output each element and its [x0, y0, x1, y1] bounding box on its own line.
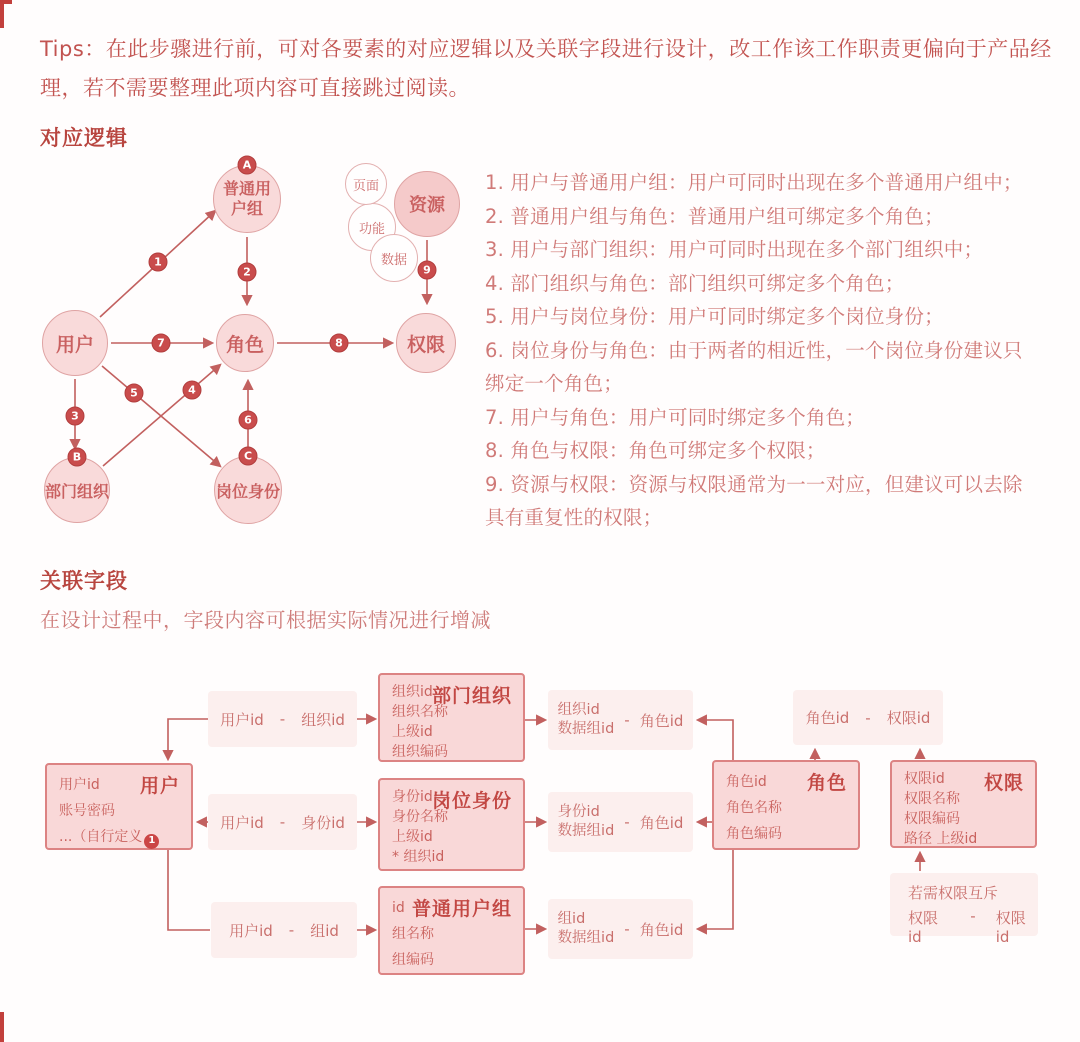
page-border-corner-bottom [0, 1012, 10, 1042]
node-position-label: 岗位身份 [215, 481, 280, 501]
entity-group [378, 886, 525, 975]
link-right: 角色id [639, 711, 684, 730]
note-dash: - [970, 907, 976, 925]
field: 用户id [59, 777, 100, 793]
badge-C: C [239, 447, 258, 466]
link-left: 用户id [220, 813, 264, 832]
node-department-label: 部门组织 [45, 481, 110, 501]
link-left: 用户id [220, 710, 264, 729]
link-left-pair [558, 701, 615, 739]
rule-4: 4. 部门组织与角色：部门组织可绑定多个角色； [485, 271, 905, 295]
badge-1: 1 [149, 253, 168, 272]
badge-B: B [68, 448, 87, 467]
node-role [216, 314, 274, 372]
permission-exclusion-note [890, 873, 1038, 946]
field: 组织名称 [392, 704, 448, 720]
field: 账号密码 [59, 803, 115, 819]
node-resource-label: 资源 [409, 195, 445, 216]
field: 角色名称 [726, 800, 782, 816]
field: 身份id [392, 789, 433, 805]
field: 身份名称 [392, 809, 448, 825]
fields-section-title: 关联字段 [40, 569, 128, 593]
rule-8: 8. 角色与权限：角色可绑定多个权限； [485, 439, 826, 462]
node-data-label: 数据 [380, 252, 407, 268]
link-right: 组织id [301, 710, 345, 729]
link-left: 角色id [805, 709, 850, 727]
link-group-role [548, 899, 693, 959]
badge-2: 2 [238, 263, 257, 282]
link-user-org [208, 691, 357, 747]
rule-7: 7. 用户与角色：用户可同时绑定多个角色； [485, 405, 866, 429]
node-permission [396, 313, 456, 373]
rule-9: 9. 资源与权限：资源与权限通常为一一对应，但建议可以去除具有重复性的权限； [485, 472, 1023, 529]
rule-3: 3. 用户与部门组织：用户可同时出现在多个部门组织中； [485, 238, 984, 261]
node-user-label: 用户 [55, 333, 94, 356]
link-right: 权限id [886, 709, 931, 727]
link-right: 角色id [639, 920, 684, 939]
entity-position-title: 岗位身份 [431, 790, 512, 812]
link-left-2: 数据组id [557, 721, 615, 737]
field: 组名称 [392, 926, 434, 942]
entity-group-title: 普通用户组 [411, 898, 512, 920]
badge-6: 6 [239, 411, 258, 430]
logic-rules-list [485, 166, 1031, 535]
badge-A: A [238, 156, 257, 175]
rule-6: 6. 岗位身份与角色：由于两者的相近性，一个岗位身份建议只绑定一个角色； [485, 338, 1023, 395]
link-dash: - [624, 813, 630, 831]
entity-position [378, 778, 525, 871]
field: 组织id [392, 684, 433, 700]
entity-user [45, 763, 193, 850]
link-left-1: 身份id [557, 804, 600, 820]
field: * 组织id [392, 849, 445, 865]
note-line2 [908, 907, 1038, 946]
entity-permission [890, 760, 1037, 848]
link-dash: - [624, 711, 630, 729]
badge-7: 7 [152, 334, 171, 353]
rule-5: 5. 用户与岗位身份：用户可同时绑定多个岗位身份； [485, 305, 944, 328]
badge-4: 4 [183, 381, 202, 400]
page-border-corner-top [0, 0, 12, 28]
field-text: ...（自行定义 [59, 829, 143, 845]
entity-role [712, 760, 860, 850]
node-permission-label: 权限 [406, 333, 445, 356]
entity-department [378, 673, 525, 762]
link-dash: - [279, 813, 286, 831]
node-user [42, 310, 108, 376]
rule-1: 1. 用户与普通用户组：用户可同时出现在多个普通用户组中； [485, 171, 1023, 194]
field: 路径 上级id [904, 831, 978, 847]
field: 角色id [726, 774, 767, 790]
field: 权限名称 [904, 791, 960, 807]
link-dash: - [288, 921, 295, 939]
node-position [214, 456, 282, 524]
node-group-label-line2: 户组 [230, 199, 263, 218]
field: 权限id [904, 771, 945, 787]
node-data [370, 234, 418, 282]
link-dash: - [279, 710, 286, 728]
field: 组织编码 [392, 744, 448, 760]
node-department [44, 457, 110, 523]
node-page-label: 页面 [352, 178, 379, 194]
link-dash: - [624, 920, 630, 938]
link-right: 组id [310, 921, 339, 940]
link-org-role [548, 690, 693, 750]
badge-9: 9 [418, 261, 437, 280]
badge-3: 3 [66, 407, 85, 426]
link-left-1: 组织id [557, 702, 600, 718]
field: 上级id [392, 829, 433, 845]
entity-user-title: 用户 [139, 775, 180, 797]
node-page [345, 163, 387, 205]
entity-role-title: 角色 [806, 772, 847, 794]
link-left-2: 数据组id [557, 930, 615, 946]
link-identity-role [548, 792, 693, 852]
note-left: 权限id [908, 909, 939, 946]
node-role-label: 角色 [225, 333, 264, 356]
link-right: 角色id [639, 813, 684, 832]
fields-section-subtitle: 在设计过程中，字段内容可根据实际情况进行增减 [40, 608, 491, 632]
entity-department-title: 部门组织 [431, 685, 512, 707]
link-user-identity [208, 794, 357, 850]
field [59, 824, 191, 850]
field: 上级id [392, 724, 433, 740]
badge-5: 5 [125, 384, 144, 403]
node-group-label-line1: 普通用 [222, 179, 271, 198]
logic-section-title: 对应逻辑 [40, 126, 128, 150]
field: 角色编码 [726, 826, 782, 842]
link-role-permission [793, 690, 943, 745]
link-right: 身份id [301, 813, 345, 832]
field: 组编码 [392, 952, 434, 968]
tips-paragraph: Tips：在此步骤进行前，可对各要素的对应逻辑以及关联字段进行设计，改工作该工作职责更偏向于产品经理，若不需要整理此项内容可直接跳过阅读。 [40, 37, 1052, 100]
link-user-group [211, 902, 357, 958]
link-left-pair [558, 910, 615, 948]
note-line1: 若需权限互斥 [908, 884, 999, 902]
node-resource [394, 171, 460, 237]
node-function-label: 功能 [358, 221, 385, 237]
rule-2: 2. 普通用户组与角色：普通用户组可绑定多个角色； [485, 204, 944, 228]
field: 权限编码 [904, 811, 960, 827]
link-left-1: 组id [557, 911, 586, 927]
link-left: 用户id [229, 921, 273, 940]
node-normal-user-group [213, 165, 281, 233]
link-dash: - [865, 708, 871, 727]
note-right: 权限id [995, 909, 1026, 946]
link-left-2: 数据组id [557, 823, 615, 839]
entity-permission-title: 权限 [983, 772, 1024, 794]
field: id [392, 900, 405, 916]
badge-8: 8 [330, 334, 349, 353]
link-left-pair [558, 803, 615, 841]
badge-1-inline: 1 [144, 834, 159, 849]
